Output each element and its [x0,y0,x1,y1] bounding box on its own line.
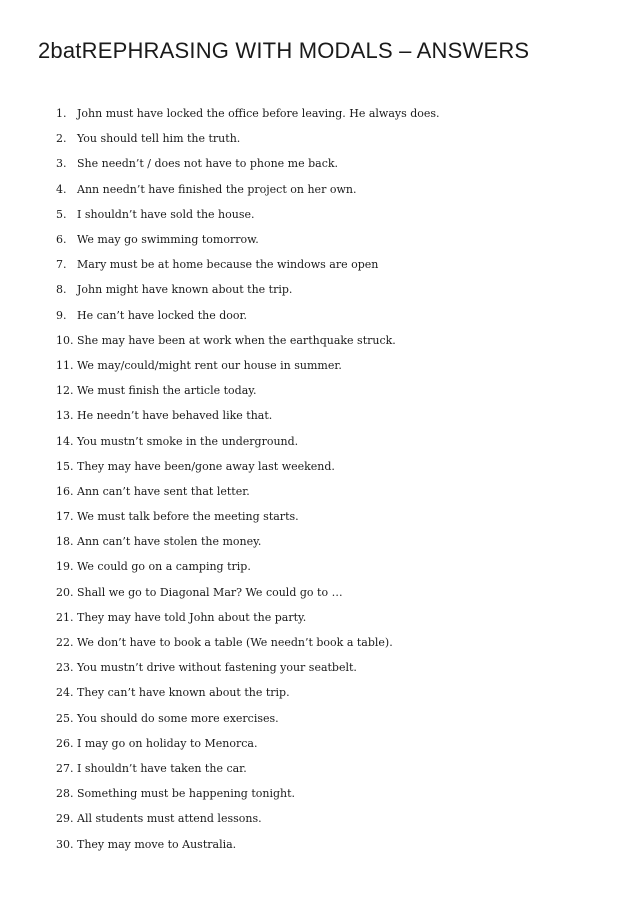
answer-number: 16. [56,484,74,498]
answer-number: 22. [56,636,74,650]
answer-item [0,403,638,428]
answer-text: You mustn’t drive without fastening your seatbelt. [77,661,357,675]
answer-number: 18. [56,535,74,549]
answer-text: I may go on holiday to Menorca. [77,736,258,750]
answer-text: John might have known about the trip. [77,283,293,297]
answer-item [0,227,638,252]
answer-item [0,101,638,126]
answer-text: They may have told John about the party. [77,610,307,624]
answer-number: 21. [56,610,74,624]
answer-number: 25. [56,711,74,725]
answer-number: 27. [56,761,74,775]
page-title: 2batREPHRASING WITH MODALS – ANSWERS [38,38,530,63]
answer-number: 10. [56,333,74,347]
answer-text: They may move to Australia. [77,837,237,851]
answer-text: All students must attend lessons. [77,812,262,826]
answer-item [0,706,638,731]
answer-item [0,479,638,504]
answer-text: He needn’t have behaved like that. [77,409,273,423]
answer-number: 17. [56,510,74,524]
answer-number: 4. [56,182,67,196]
answer-item [0,177,638,202]
answer-number: 7. [56,258,67,272]
answer-number: 26. [56,736,74,750]
answer-item [0,504,638,529]
answer-text: I shouldn’t have sold the house. [77,207,255,221]
answer-text: We must talk before the meeting starts. [77,510,299,524]
answers-list [0,101,638,857]
answer-item [0,781,638,806]
answer-item [0,580,638,605]
answer-item [0,378,638,403]
answer-item [0,202,638,227]
answer-number: 19. [56,560,74,574]
answer-item [0,529,638,554]
answer-number: 15. [56,459,74,473]
answer-number: 12. [56,384,74,398]
answer-item [0,428,638,453]
answer-number: 11. [56,358,74,372]
answer-number: 28. [56,787,74,801]
answer-item [0,756,638,781]
answer-item [0,655,638,680]
answer-text: We may go swimming tomorrow. [77,233,259,247]
answer-number: 8. [56,283,67,297]
answer-text: Ann needn’t have finished the project on her own. [77,182,357,196]
answer-text: John must have locked the office before leaving. He always does. [77,107,440,121]
answer-text: You mustn’t smoke in the underground. [77,434,299,448]
answer-text: Something must be happening tonight. [77,787,296,801]
answer-item [0,806,638,831]
answer-text: You should tell him the truth. [77,132,241,146]
answer-number: 1. [56,107,67,121]
answer-text: He can’t have locked the door. [77,308,248,322]
answer-number: 3. [56,157,67,171]
answer-item [0,731,638,756]
answer-number: 6. [56,233,67,247]
answer-item [0,126,638,151]
answer-text: We don’t have to book a table (We needn’t book a table). [77,636,393,650]
answer-text: I shouldn’t have taken the car. [77,761,247,775]
answer-item [0,151,638,176]
answer-item [0,554,638,579]
answer-item [0,353,638,378]
answer-text: Mary must be at home because the windows are open [77,258,379,272]
answer-text: You should do some more exercises. [77,711,279,725]
answer-text: We must finish the article today. [77,384,257,398]
answer-item [0,605,638,630]
answer-item [0,252,638,277]
answer-item [0,303,638,328]
answer-text: We may/could/might rent our house in summer. [77,358,342,372]
answer-number: 2. [56,132,67,146]
answer-text: She needn’t / does not have to phone me back. [77,157,339,171]
answer-number: 20. [56,585,74,599]
answer-number: 14. [56,434,74,448]
answer-item [0,680,638,705]
answer-number: 30. [56,837,74,851]
answer-item [0,277,638,302]
answer-text: She may have been at work when the earthquake struck. [77,333,396,347]
answer-number: 24. [56,686,74,700]
answer-number: 5. [56,207,67,221]
answer-text: They can’t have known about the trip. [77,686,290,700]
answer-text: Ann can’t have stolen the money. [77,535,262,549]
answer-item [0,454,638,479]
answer-item [0,328,638,353]
answer-number: 23. [56,661,74,675]
answer-number: 9. [56,308,67,322]
answer-text: Ann can’t have sent that letter. [77,484,250,498]
answer-item [0,831,638,856]
answer-text: Shall we go to Diagonal Mar? We could go to … [77,585,343,599]
answer-item [0,630,638,655]
answer-number: 29. [56,812,74,826]
answer-number: 13. [56,409,74,423]
answer-text: We could go on a camping trip. [77,560,251,574]
answer-text: They may have been/gone away last weekend. [77,459,335,473]
